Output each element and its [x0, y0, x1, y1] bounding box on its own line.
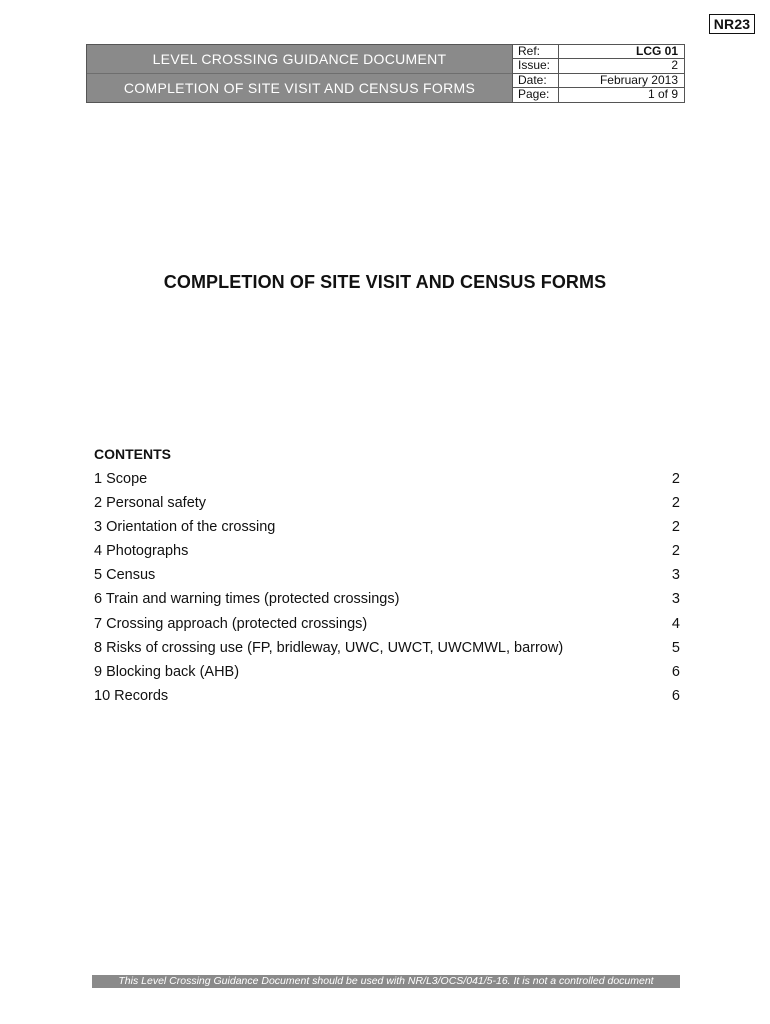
issue-label: Issue: [513, 59, 559, 73]
toc-item[interactable] [94, 467, 682, 491]
toc-item[interactable] [94, 563, 682, 587]
toc-list [94, 467, 682, 708]
toc-item-page: 2 [671, 495, 680, 512]
toc-item[interactable] [94, 636, 682, 660]
toc-item-label: 4 Photographs [94, 543, 189, 560]
toc-item-label: 9 Blocking back (AHB) [94, 663, 240, 680]
page-label: Page: [513, 88, 559, 102]
toc-item[interactable] [94, 491, 682, 515]
toc-item-page: 6 [671, 687, 680, 704]
ref-value: LCG 01 [559, 45, 684, 59]
toc-item-label: 7 Crossing approach (protected crossings) [94, 615, 368, 632]
footer-note: This Level Crossing Guidance Document should be used with NR/L3/OCS/041/5-16. It is not a controlled document [92, 975, 680, 988]
page-value: 1 of 9 [647, 87, 678, 102]
document-code: NR23 [709, 14, 755, 34]
page-title: COMPLETION OF SITE VISIT AND CENSUS FORMS [163, 272, 607, 292]
toc-item-page: 3 [671, 591, 680, 608]
toc-item-label: 6 Train and warning times (protected crossings) [94, 591, 400, 608]
toc-item[interactable] [94, 539, 682, 563]
toc-item-label: 10 Records [94, 687, 169, 704]
header-title: LEVEL CROSSING GUIDANCE DOCUMENT [152, 51, 447, 67]
toc-item[interactable] [94, 660, 682, 684]
toc-item-label: 3 Orientation of the crossing [94, 519, 276, 536]
toc-item-label: 8 Risks of crossing use (FP, bridleway, UWC, UWCT, UWCMWL, barrow) [94, 639, 564, 656]
date-label: Date: [513, 74, 559, 88]
table-of-contents [94, 445, 682, 708]
contents-heading: CONTENTS [94, 446, 171, 462]
toc-item-page: 3 [671, 567, 680, 584]
header-title-block [87, 45, 513, 102]
date-value: February 2013 [559, 74, 684, 88]
toc-item[interactable] [94, 587, 682, 611]
toc-item[interactable] [94, 612, 682, 636]
toc-item[interactable] [94, 515, 682, 539]
issue-value: 2 [559, 59, 684, 73]
toc-item[interactable] [94, 684, 682, 708]
toc-item-page: 5 [671, 639, 680, 656]
toc-item-page: 2 [671, 543, 680, 560]
toc-item-page: 2 [671, 519, 680, 536]
toc-item-page: 4 [671, 615, 680, 632]
ref-label: Ref: [513, 45, 559, 59]
toc-item-label: 5 Census [94, 567, 156, 584]
document-header [86, 44, 685, 103]
toc-item-page: 6 [671, 663, 680, 680]
toc-item-label: 1 Scope [94, 471, 148, 487]
header-subtitle: COMPLETION OF SITE VISIT AND CENSUS FORMS [87, 73, 512, 102]
toc-item-page: 2 [671, 471, 680, 487]
toc-item-label: 2 Personal safety [94, 495, 207, 512]
header-meta-table [513, 45, 684, 102]
